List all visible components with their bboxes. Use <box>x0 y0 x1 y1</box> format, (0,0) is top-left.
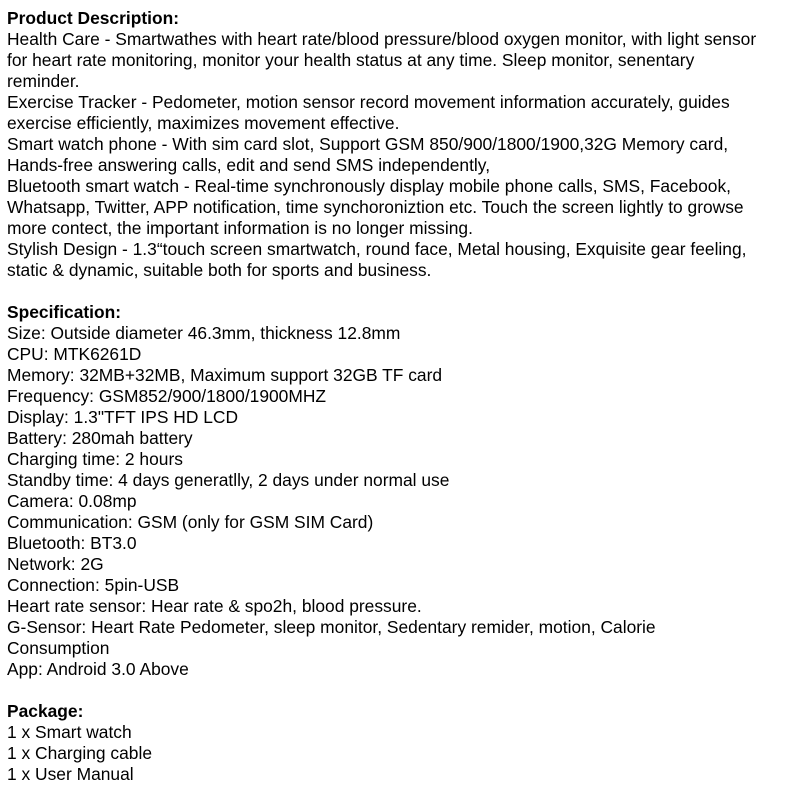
description-line: Bluetooth smart watch - Real-time synchronously display mobile phone calls, SMS, Facebook, <box>7 176 731 196</box>
spec-line: Memory: 32MB+32MB, Maximum support 32GB TF card <box>7 365 443 385</box>
spec-line: Display: 1.3"TFT IPS HD LCD <box>7 407 239 427</box>
spec-line: CPU: MTK6261D <box>7 344 142 364</box>
spec-line: Heart rate sensor: Hear rate & spo2h, blood pressure. <box>7 596 422 616</box>
package-line: 1 x Charging cable <box>7 743 153 763</box>
spec-line: Consumption <box>7 638 110 658</box>
spec-line: Bluetooth: BT3.0 <box>7 533 137 553</box>
package-line: 1 x Smart watch <box>7 722 132 742</box>
product-description-heading: Product Description: <box>7 8 179 28</box>
description-line: Health Care - Smartwathes with heart rate/blood pressure/blood oxygen monitor, with light sensor <box>7 29 757 49</box>
specification-heading: Specification: <box>7 302 122 322</box>
description-line: Smart watch phone - With sim card slot, Support GSM 850/900/1800/1900,32G Memory card, <box>7 134 729 154</box>
description-line: Stylish Design - 1.3“touch screen smartwatch, round face, Metal housing, Exquisite gear feeling, <box>7 239 747 259</box>
description-line: for heart rate monitoring, monitor your health status at any time. Sleep monitor, senentary <box>7 50 695 70</box>
description-line: Hands-free answering calls, edit and send SMS independently, <box>7 155 491 175</box>
spec-line: Network: 2G <box>7 554 104 574</box>
description-line: more contect, the important information is no longer missing. <box>7 218 473 238</box>
description-line: Whatsapp, Twitter, APP notification, time synchoroniztion etc. Touch the screen lightly to growse <box>7 197 744 217</box>
spec-line: Battery: 280mah battery <box>7 428 193 448</box>
spec-line: Standby time: 4 days generatlly, 2 days under normal use <box>7 470 450 490</box>
spec-line: Camera: 0.08mp <box>7 491 137 511</box>
description-line: static & dynamic, suitable both for sports and business. <box>7 260 432 280</box>
package-line: 1 x User Manual <box>7 764 134 784</box>
description-line: exercise efficiently, maximizes movement effective. <box>7 113 400 133</box>
description-line: Exercise Tracker - Pedometer, motion sensor record movement information accurately, guides <box>7 92 730 112</box>
spec-line: Connection: 5pin-USB <box>7 575 180 595</box>
spec-line: G-Sensor: Heart Rate Pedometer, sleep monitor, Sedentary remider, motion, Calorie <box>7 617 656 637</box>
spec-line: Frequency: GSM852/900/1800/1900MHZ <box>7 386 327 406</box>
package-heading: Package: <box>7 701 84 721</box>
spec-line: App: Android 3.0 Above <box>7 659 189 679</box>
spec-line: Size: Outside diameter 46.3mm, thickness 12.8mm <box>7 323 401 343</box>
spec-line: Charging time: 2 hours <box>7 449 183 469</box>
spec-line: Communication: GSM (only for GSM SIM Card) <box>7 512 374 532</box>
description-line: reminder. <box>7 71 80 91</box>
